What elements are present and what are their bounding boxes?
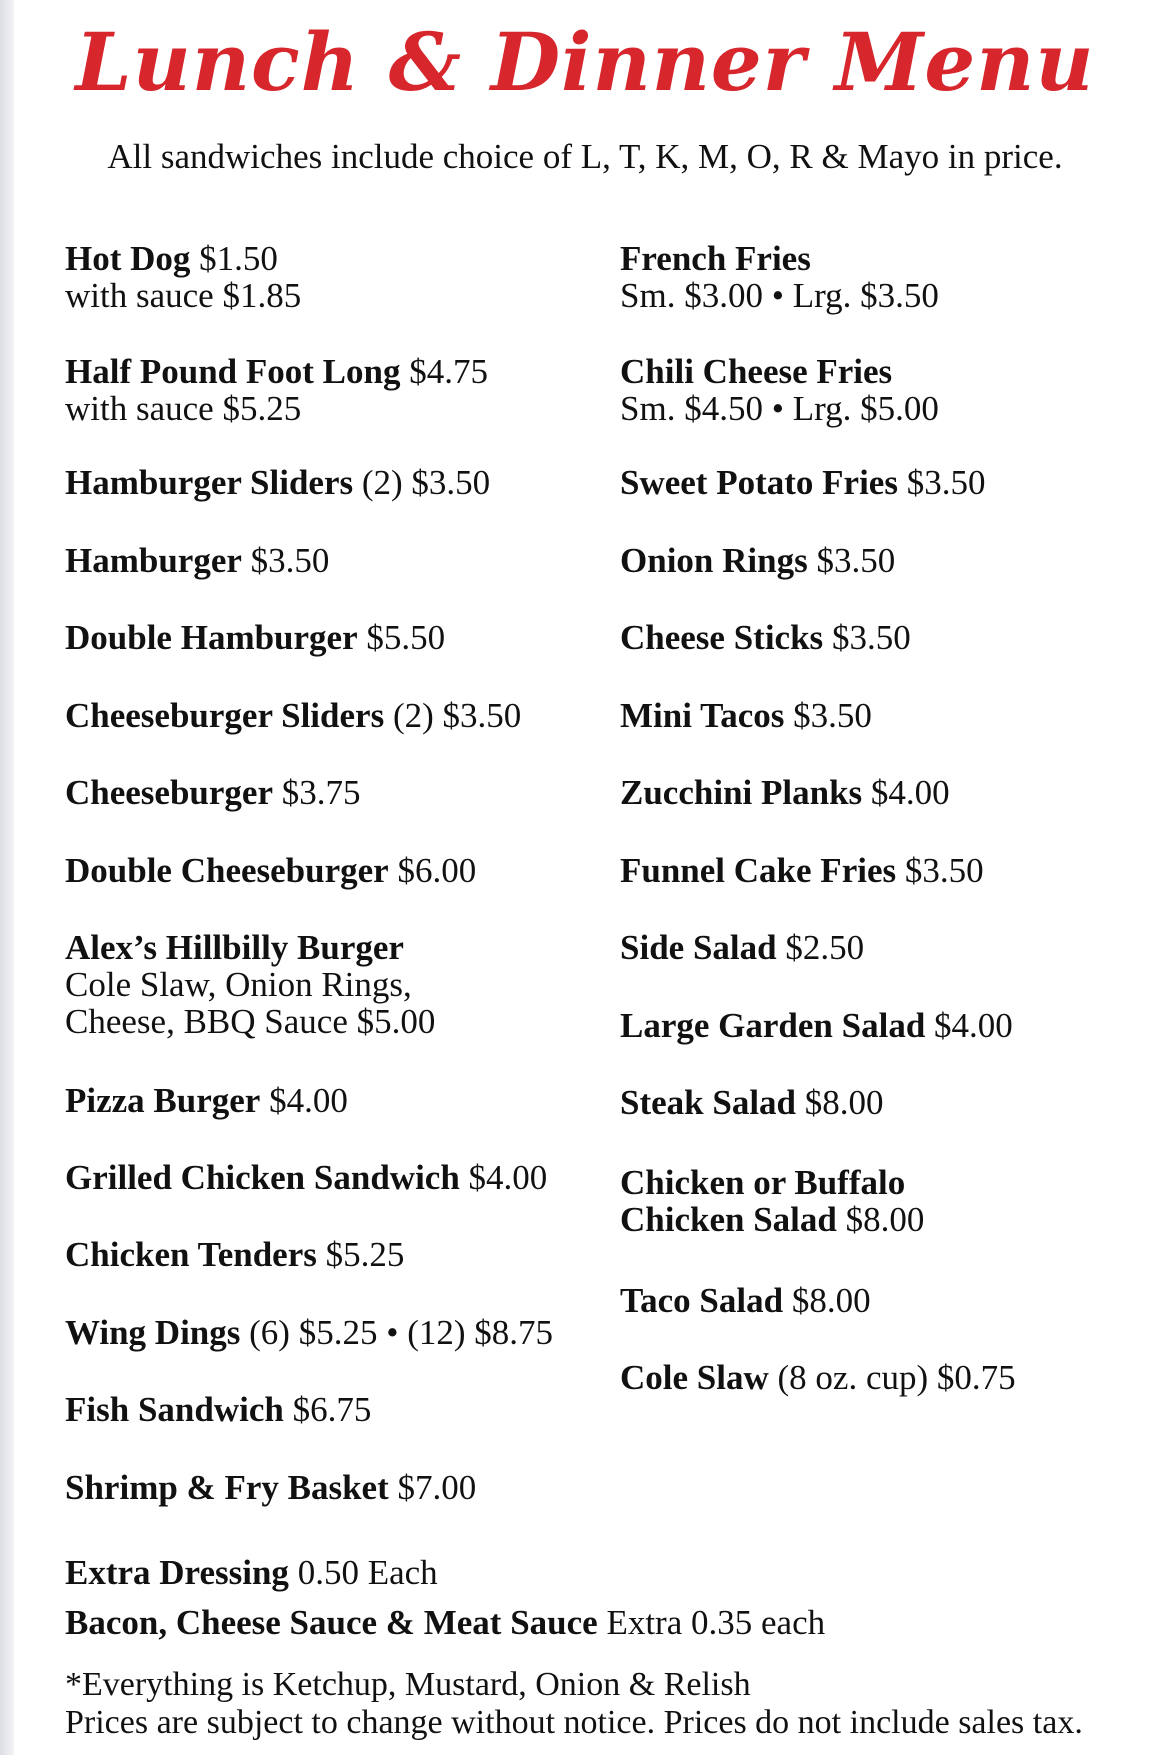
item-name: Wing Dings <box>65 1313 241 1352</box>
item-price: (8 oz. cup) $0.75 <box>777 1358 1016 1397</box>
menu-item <box>65 542 329 579</box>
extra-name: Extra Dressing <box>65 1553 289 1592</box>
menu-item <box>620 240 939 314</box>
menu-item <box>65 353 488 427</box>
menu-item <box>620 1282 871 1319</box>
item-name: Steak Salad <box>620 1083 797 1122</box>
item-name: Fish Sandwich <box>65 1390 284 1429</box>
item-name: Cheeseburger <box>65 773 274 812</box>
item-name: Cheeseburger Sliders <box>65 696 385 735</box>
menu-item <box>620 353 939 427</box>
item-price: $3.50 <box>904 851 984 890</box>
footnotes <box>65 1666 1155 1742</box>
item-price: $2.50 <box>785 928 865 967</box>
item-detail: with sauce $5.25 <box>65 389 302 428</box>
item-name: Chili Cheese Fries <box>620 352 893 391</box>
item-name-continued: Chicken Salad <box>620 1200 837 1239</box>
extra-item <box>65 1548 1145 1598</box>
item-price: $6.75 <box>292 1390 372 1429</box>
menu-item <box>65 1159 547 1196</box>
item-price: $3.75 <box>281 773 361 812</box>
item-price: $4.00 <box>934 1006 1013 1045</box>
item-price: $6.00 <box>397 851 477 890</box>
item-price: $4.00 <box>468 1158 548 1197</box>
item-name: Mini Tacos <box>620 696 785 735</box>
menu-item <box>620 774 950 811</box>
menu-item <box>620 697 872 734</box>
extra-price: Extra 0.35 each <box>606 1603 826 1642</box>
item-name: Cheese Sticks <box>620 618 824 657</box>
menu-subtitle: All sandwiches include choice of L, T, K, M, O, R & Mayo in price. <box>107 137 1063 176</box>
item-price: $8.00 <box>791 1281 871 1320</box>
item-detail: with sauce $1.85 <box>65 276 302 315</box>
item-name: Pizza Burger <box>65 1081 261 1120</box>
menu-item <box>620 619 911 656</box>
item-price: (2) $3.50 <box>392 696 522 735</box>
menu-item <box>620 464 985 501</box>
menu-title: Lunch & Dinner Menu <box>75 15 1095 109</box>
menu-item <box>620 1007 1013 1044</box>
item-detail: Sm. $4.50 • Lrg. $5.00 <box>620 389 939 428</box>
page-edge-shadow <box>0 0 14 1755</box>
menu-item <box>65 929 435 1040</box>
item-name: Cole Slaw <box>620 1358 769 1397</box>
item-name: Grilled Chicken Sandwich <box>65 1158 460 1197</box>
item-price: $4.00 <box>870 773 950 812</box>
menu-item <box>620 852 984 889</box>
item-name: Chicken or Buffalo <box>620 1163 906 1202</box>
item-price: $3.50 <box>793 696 872 735</box>
item-detail: Cole Slaw, Onion Rings, <box>65 965 412 1004</box>
item-name: Double Hamburger <box>65 618 358 657</box>
item-price: $7.00 <box>397 1468 477 1507</box>
menu-item <box>65 1236 404 1273</box>
item-name: Hamburger Sliders <box>65 463 354 502</box>
menu-item <box>65 1082 348 1119</box>
menu-item <box>65 240 301 314</box>
item-price: $3.50 <box>250 541 330 580</box>
item-detail: Sm. $3.00 • Lrg. $3.50 <box>620 276 939 315</box>
item-price: $8.00 <box>804 1083 884 1122</box>
item-name: Large Garden Salad <box>620 1006 926 1045</box>
item-name: Hamburger <box>65 541 242 580</box>
extra-item <box>65 1598 1145 1648</box>
item-price: $3.50 <box>816 541 896 580</box>
item-name: French Fries <box>620 239 811 278</box>
item-name: Onion Rings <box>620 541 808 580</box>
item-name: Side Salad <box>620 928 777 967</box>
item-name: Funnel Cake Fries <box>620 851 897 890</box>
item-price: $4.00 <box>269 1081 348 1120</box>
menu-item <box>65 697 521 734</box>
menu-item <box>620 1359 1016 1396</box>
item-name: Taco Salad <box>620 1281 784 1320</box>
menu-item <box>620 1084 884 1121</box>
menu-item <box>65 464 490 501</box>
menu-item <box>65 852 476 889</box>
item-name: Half Pound Foot Long <box>65 352 401 391</box>
extra-name: Bacon, Cheese Sauce & Meat Sauce <box>65 1603 598 1642</box>
extras-section <box>65 1548 1145 1648</box>
extra-price: 0.50 Each <box>297 1553 438 1592</box>
menu-item <box>620 1164 924 1238</box>
item-name: Sweet Potato Fries <box>620 463 898 502</box>
menu-item <box>620 929 864 966</box>
item-name: Double Cheeseburger <box>65 851 389 890</box>
menu-item <box>65 1469 476 1506</box>
item-price: $3.50 <box>831 618 911 657</box>
footnote: Prices are subject to change without notice. Prices do not include sales tax. <box>65 1704 1083 1741</box>
item-name: Chicken Tenders <box>65 1235 317 1274</box>
item-price: $1.50 <box>199 239 278 278</box>
menu-item <box>65 1391 371 1428</box>
item-price: $8.00 <box>845 1200 925 1239</box>
item-name: Hot Dog <box>65 239 191 278</box>
menu-item <box>65 774 361 811</box>
item-name: Shrimp & Fry Basket <box>65 1468 389 1507</box>
item-price: (2) $3.50 <box>361 463 491 502</box>
item-name: Alex’s Hillbilly Burger <box>65 928 404 967</box>
menu-item <box>65 1314 553 1351</box>
item-price: $5.25 <box>325 1235 405 1274</box>
menu-item <box>65 619 445 656</box>
item-price: $5.50 <box>366 618 446 657</box>
item-price: (6) $5.25 • (12) $8.75 <box>249 1313 554 1352</box>
footnote: *Everything is Ketchup, Mustard, Onion & Relish <box>65 1666 751 1703</box>
item-name: Zucchini Planks <box>620 773 863 812</box>
item-price: $3.50 <box>906 463 986 502</box>
item-price: $4.75 <box>409 352 488 391</box>
menu-item <box>620 542 895 579</box>
item-detail: Cheese, BBQ Sauce $5.00 <box>65 1002 436 1041</box>
